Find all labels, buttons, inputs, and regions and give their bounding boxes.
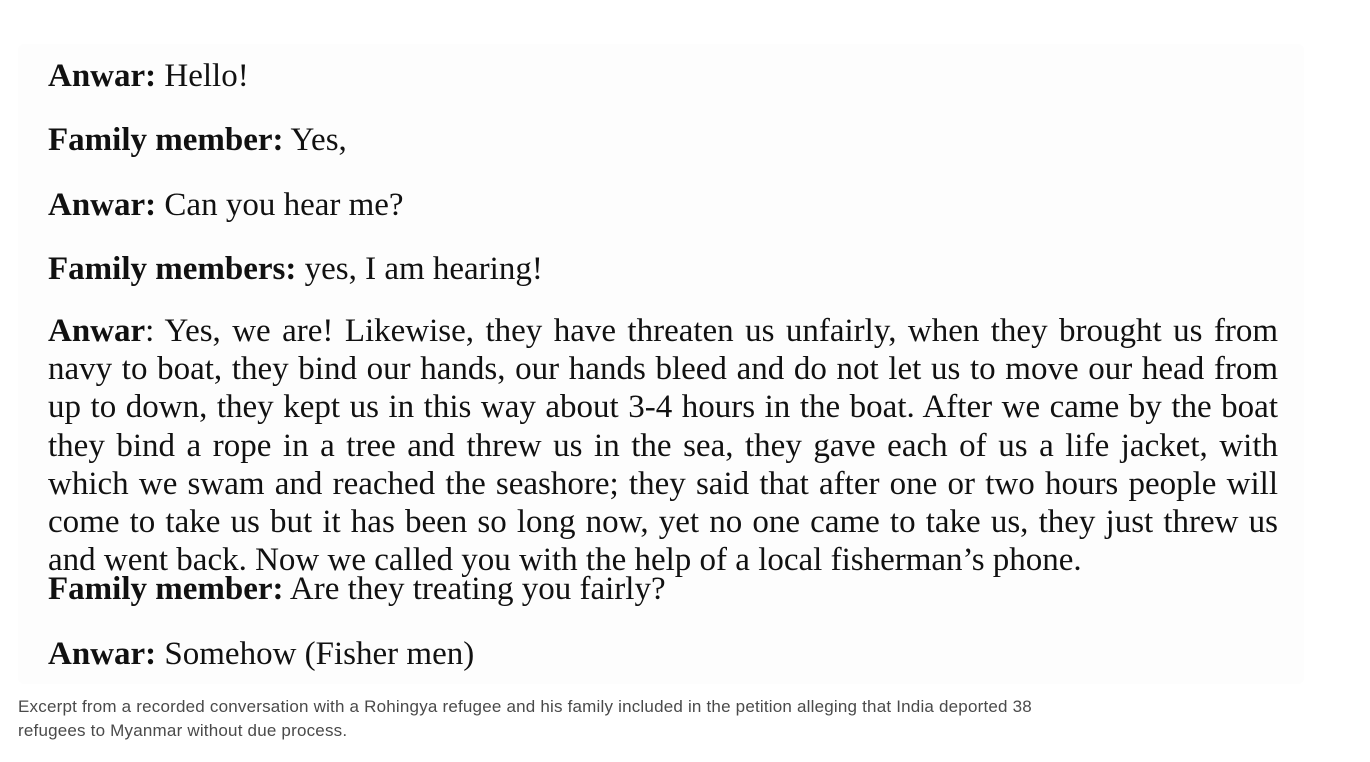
utterance-text: : Yes, we are! Likewise, they have threaten us unfairly, when they brought us from navy to boat, they bind our hands, our hands bleed and do not let us to move our head from up to down, they kept us in this way about 3-4 hours in the boat. After we came by the boat they bind a rope in a tree and threw us in the sea, they gave each of us a life jacket, with which we swam and reached the seashore; they said that after one or two hours people will come to take us but it has been so long now, yet no one came to take us, they just threw us and went back. Now we called you with the help of a local fisherman’s phone.: [48, 313, 1278, 579]
transcript-line: [48, 186, 1278, 224]
transcript-image: [18, 44, 1304, 684]
speaker-label: Anwar: [48, 313, 146, 349]
speaker-label: Anwar:: [48, 187, 157, 223]
utterance-text: Hello!: [156, 58, 249, 94]
utterance-text: yes, I am hearing!: [296, 251, 543, 287]
transcript-line: [48, 570, 1278, 608]
utterance-text: Can you hear me?: [156, 187, 404, 223]
utterance-text: Somehow (Fisher men): [156, 636, 475, 672]
transcript-line: [48, 121, 1278, 159]
utterance-text: Yes,: [283, 122, 347, 158]
speaker-label: Anwar:: [48, 58, 157, 94]
transcript-line: [48, 57, 1278, 95]
speaker-label: Family members:: [48, 251, 297, 287]
cropped-text-line: [48, 0, 56, 7]
transcript-paragraph: [48, 312, 1278, 579]
speaker-label: Anwar:: [48, 636, 157, 672]
transcript-line: [48, 250, 1278, 288]
transcript-line: [48, 635, 1278, 673]
utterance-text: Are they treating you fairly?: [283, 571, 666, 607]
speaker-label: Family member:: [48, 122, 284, 158]
figure-caption: Excerpt from a recorded conversation with a Rohingya refugee and his family included in the petition alleging that India deported 38 refugees to Myanmar without due process.: [18, 697, 1032, 740]
speaker-label: Family member:: [48, 571, 284, 607]
